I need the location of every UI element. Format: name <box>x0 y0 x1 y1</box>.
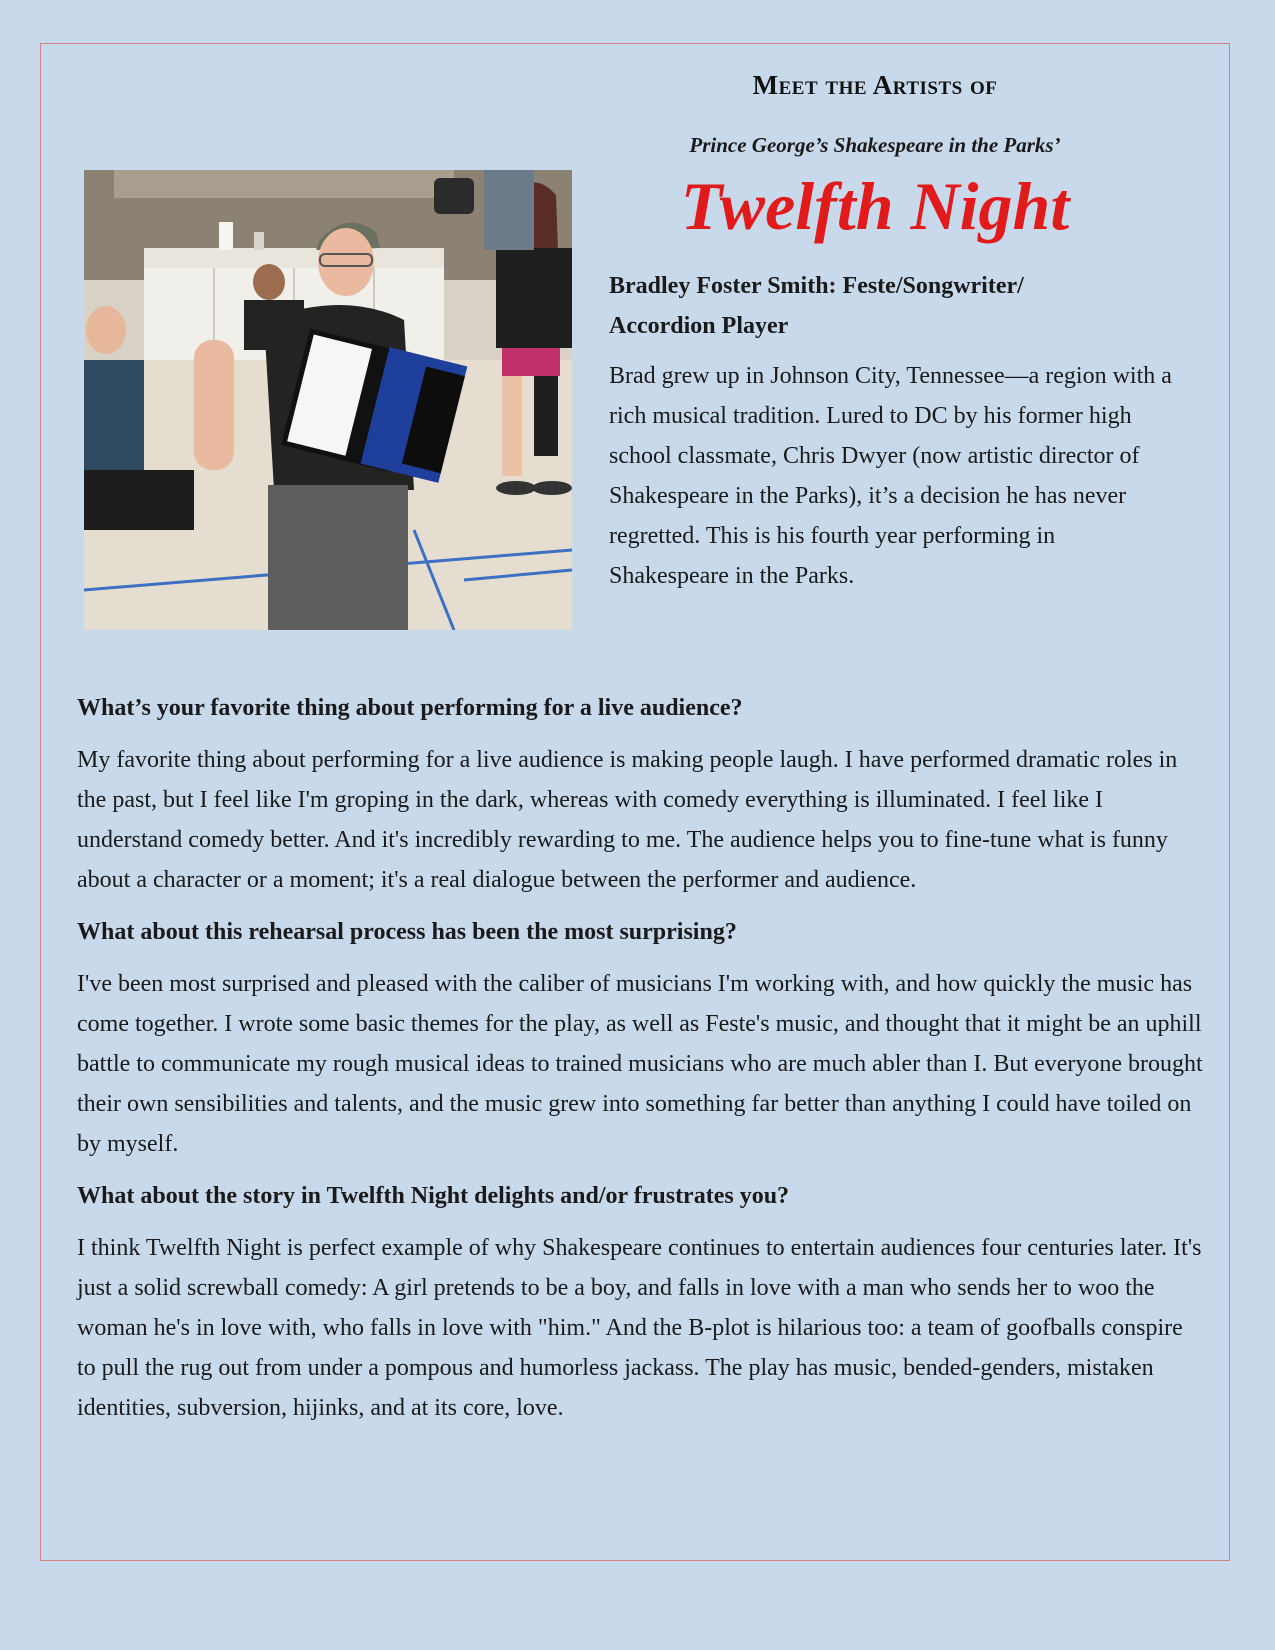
question-2: What about this rehearsal process has been the most surprising? <box>77 919 737 945</box>
header-subtitle: Prince George’s Shakespeare in the Parks’ <box>689 133 1061 157</box>
header-pre-title: Meet the Artists of <box>752 70 998 100</box>
artist-photo <box>84 170 572 630</box>
artist-bio: Brad grew up in Johnson City, Tennessee—a region with a rich musical tradition. Lured to DC by his former high school classmate, Chris Dwyer (now artistic director of Shakespeare in the Parks), it’s a decision he has never regretted. This is his fourth year performing in Shakespeare in the Parks. <box>609 363 1172 589</box>
qa-section <box>77 688 1207 1440</box>
answer-3: I think Twelfth Night is perfect example of why Shakespeare continues to entertain audiences four centuries later. It's just a solid screwball comedy: A girl pretends to be a boy, and falls in love with a man who sends her to woo the woman he's in love with, who falls in love with "him." And the B-plot is hilarious too: a team of goofballs conspire to pull the rug out from under a pompous and humorless jackass. The play has music, bended-genders, mistaken identities, subversion, hijinks, and at its core, love. <box>77 1235 1202 1421</box>
rehearsal-photo-illustration <box>84 170 572 630</box>
question-1: What’s your favorite thing about performing for a live audience? <box>77 695 743 721</box>
play-title: Twelfth Night <box>680 168 1070 244</box>
question-3: What about the story in Twelfth Night delights and/or frustrates you? <box>77 1183 790 1209</box>
artist-name-line2: Accordion Player <box>609 313 789 339</box>
artist-name-line1: Bradley Foster Smith: Feste/Songwriter/ <box>609 273 1024 299</box>
answer-2: I've been most surprised and pleased with the caliber of musicians I'm working with, and how quickly the music has come together. I wrote some basic themes for the play, as well as Feste's music, and thought that it might be an uphill battle to communicate my rough musical ideas to trained musicians who are much abler than I. But everyone brought their own sensibilities and talents, and the music grew into something far better than anything I could have toiled on by myself. <box>77 971 1203 1157</box>
artist-name <box>609 266 1169 346</box>
answer-1: My favorite thing about performing for a live audience is making people laugh. I have performed dramatic roles in the past, but I feel like I'm groping in the dark, whereas with comedy everything is illuminated. I feel like I understand comedy better. And it's incredibly rewarding to me. The audience helps you to fine-tune what is funny about a character or a moment; it's a real dialogue between the performer and audience. <box>77 747 1178 893</box>
